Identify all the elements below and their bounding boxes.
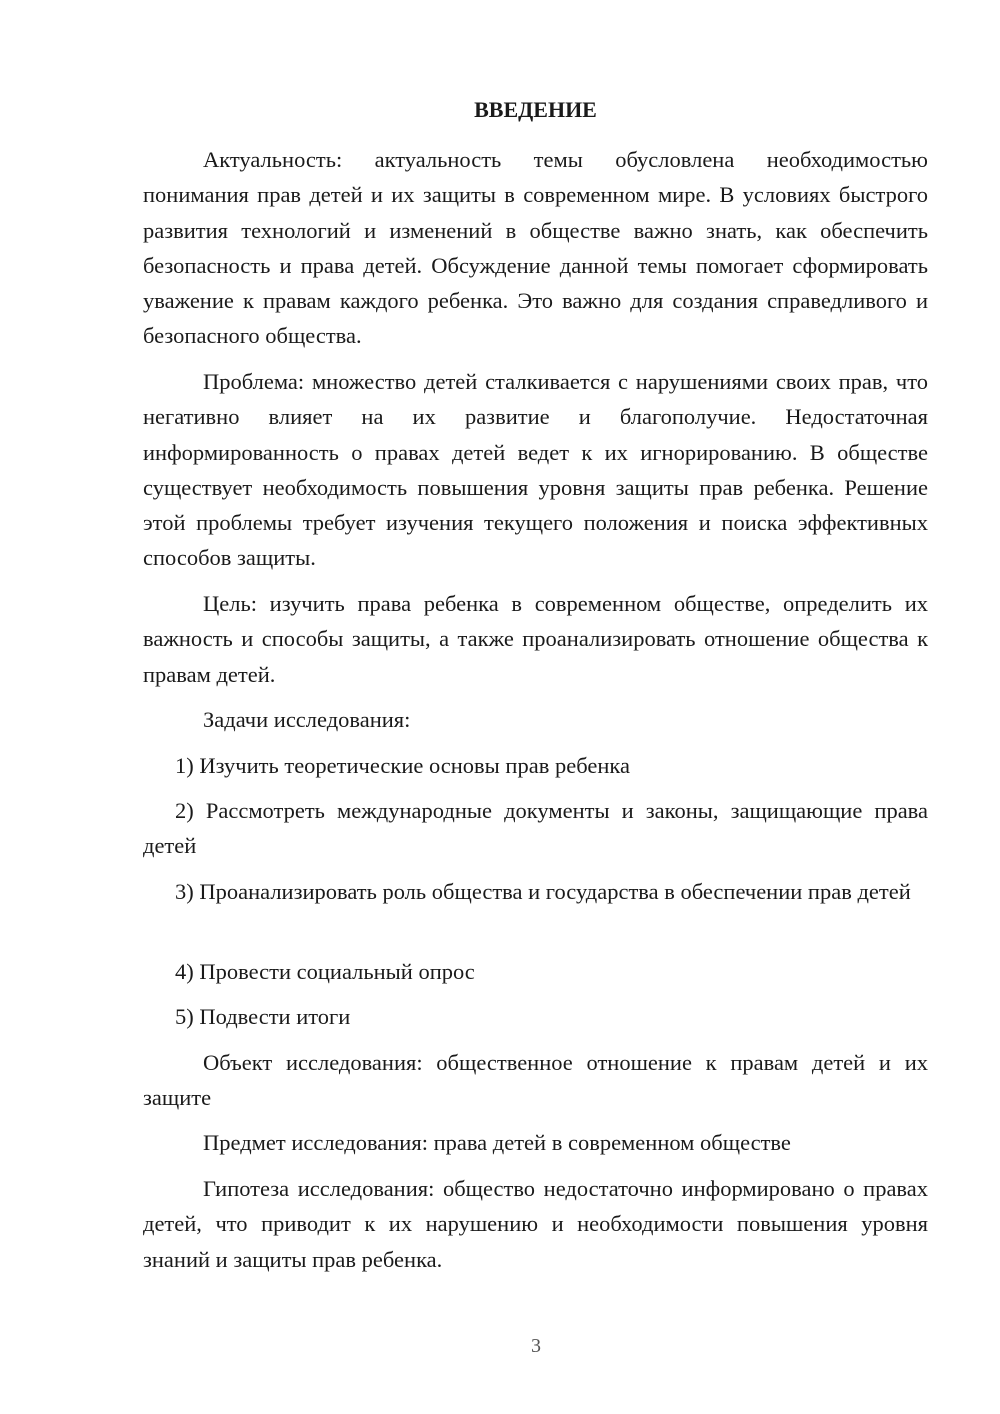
page-number: 3 bbox=[531, 1335, 541, 1357]
task-item-4: 4) Провести социальный опрос bbox=[175, 959, 475, 984]
task-item-3: 3) Проанализировать роль общества и государства в обеспечении прав детей bbox=[175, 879, 911, 904]
paragraph-relevance: Актуальность: актуальность темы обусловлена необходимостью понимания прав детей и их защиты в современном мире. В условиях быстрого развития технологий и изменений в обществе важно знать, как обеспечить безопасность и права детей. Обсуждение данной темы помогает сформировать уважение к правам каждого ребенка. Это важно для создания справедливого и безопасного общества. bbox=[143, 147, 928, 349]
task-item-5: 5) Подвести итоги bbox=[175, 1004, 351, 1029]
paragraph-problem: Проблема: множество детей сталкивается с нарушениями своих прав, что негативно влияет на их развитие и благополучие. Недостаточная информированность о правах детей ведет к их игнорированию. В обществе существует необходимость повышения уровня защиты прав ребенка. Решение этой проблемы требует изучения текущего положения и поиска эффективных способов защиты. bbox=[143, 369, 928, 571]
paragraph-subject: Предмет исследования: права детей в современном обществе bbox=[203, 1130, 791, 1155]
paragraph-goal: Цель: изучить права ребенка в современном обществе, определить их важность и способы защиты, а также проанализировать отношение общества к правам детей. bbox=[143, 591, 928, 687]
paragraph-object: Объект исследования: общественное отношение к правам детей и их защите bbox=[143, 1050, 928, 1111]
paragraph-hypothesis: Гипотеза исследования: общество недостаточно информировано о правах детей, что приводит к их нарушению и необходимости повышения уровня знаний и защиты прав ребенка. bbox=[143, 1176, 928, 1272]
task-item-1: 1) Изучить теоретические основы прав ребенка bbox=[175, 753, 630, 778]
paragraph-tasks-heading: Задачи исследования: bbox=[203, 707, 411, 732]
page-title: ВВЕДЕНИЕ bbox=[474, 97, 597, 122]
task-item-2: 2) Рассмотреть международные документы и законы, защищающие права детей bbox=[143, 798, 928, 859]
